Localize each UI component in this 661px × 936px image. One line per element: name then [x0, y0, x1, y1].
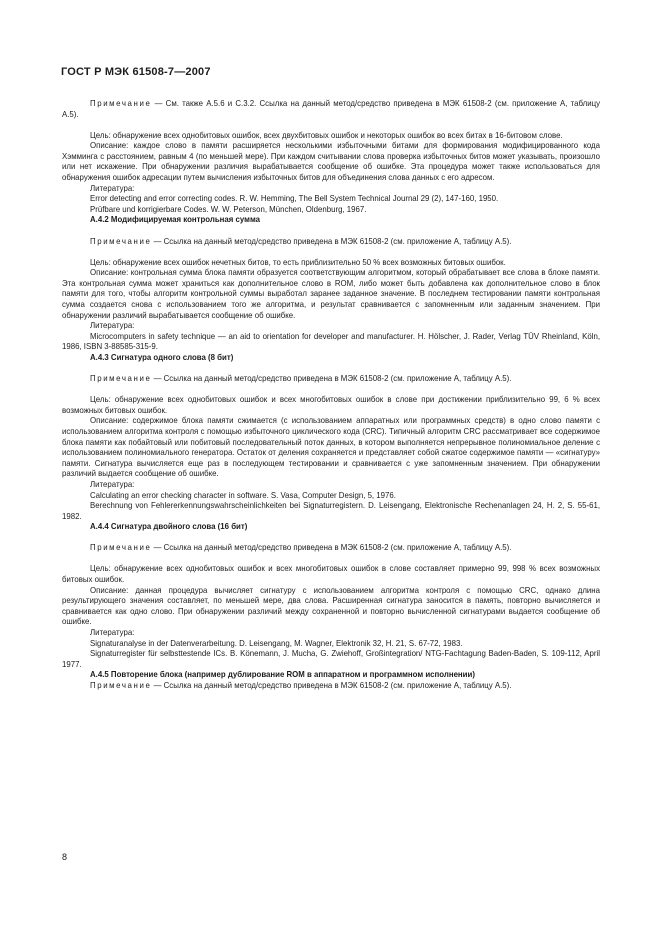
body-paragraph: Цель: обнаружение всех однобитовых ошибок, всех двухбитовых ошибок и некоторых ошибок во всех битах в 16-битовом слове.	[90, 130, 563, 140]
section-heading: А.4.2 Модифицируемая контрольная сумма	[90, 215, 261, 225]
body-paragraph: Berechnung von Fehlererkennungswahrscheinlichkeiten bei Signaturregistern. D. Leisengang, Elektronische Rechenanlagen 24, H. 2, S. 55-61, 1982.	[62, 501, 600, 521]
body-paragraph: Error detecting and error correcting codes. R. W. Hemming, The Bell System Technical Journal 29 (2), 147-160, 1950.	[90, 194, 499, 204]
body-paragraph: Signaturregister für selbsttestende ICs. B. Könemann, J. Mucha, G. Zwiehoff, Großintegration/ NTG-Fachtagung Baden-Baden, S. 109-112, April 1977.	[62, 649, 600, 669]
note-label: Примечание	[90, 236, 152, 246]
note-paragraph	[62, 237, 600, 248]
note-text: — См. также А.5.6 и С.3.2. Ссылка на данный метод/средство приведена в МЭК 61508-2 (см. приложение А, таблицу А.5).	[62, 99, 600, 119]
body-paragraph: Литература:	[90, 183, 135, 193]
note-text: — Ссылка на данный метод/средство приведена в МЭК 61508-2 (см. приложение А, таблицу А.5).	[153, 543, 512, 553]
body-paragraph: Литература:	[90, 628, 135, 638]
note-label: Примечание	[90, 374, 152, 384]
note-paragraph	[62, 99, 600, 120]
note-label: Примечание	[90, 681, 152, 690]
body-paragraph: Prüfbare und korrigierbare Codes. W. W. Peterson, München, Oldenburg, 1967.	[90, 204, 367, 214]
body-paragraph: Литература:	[90, 321, 135, 331]
page-body	[62, 99, 600, 692]
body-paragraph: Цель: обнаружение всех однобитовых ошибок и всех многобитовых ошибок в слове при достижении приблизительно 99, 6 % всех возможных битовых ошибок.	[62, 395, 600, 415]
body-paragraph: Описание: каждое слово в памяти расширяется несколькими избыточными битами для формирования модифицированного кода Хэмминга с расстоянием, равным 4 (по меньшей мере). При каждом считывании слова проверка избыточных битов может указывать, произошло или нет искажение. При обнаружении различия вырабатывается сообщение об ошибке. Эта процедура может также использоваться для обнаружения ошибок адресации путем вычисления избыточных битов для объединения слова данных с его адресом.	[62, 141, 600, 183]
note-paragraph	[62, 374, 600, 385]
section-heading: А.4.4 Сигнатура двойного слова (16 бит)	[90, 522, 248, 532]
body-paragraph: Описание: содержимое блока памяти сжимается (с использованием аппаратных или программных средств) в одно слово памяти с использованием алгоритма контроля с помощью избыточного циклического кода (CRC). Типичный алгоритм CRC рассматривает все содержимое блока памяти как побайтовый или побитовый последовательный поток данных, в котором выполняется непрерывное полиномиальное деление с использованием полиномиального генератора. Остаток от деления сохраняется и представляет собой сжатое содержимое памяти — «сигнатуру» памяти. Сигнатура вычисляется еще раз в последующем тестировании и сравнивается с уже запомненным значением. При обнаружении различий выдается сообщение об ошибке.	[62, 416, 600, 479]
note-label: Примечание	[90, 543, 152, 553]
standard-title: ГОСТ Р МЭК 61508-7—2007	[61, 66, 211, 78]
body-paragraph: Calculating an error checking character in software. S. Vasa, Computer Design, 5, 1976.	[90, 490, 396, 500]
body-paragraph: Microcomputers in safety technique — an aid to orientation for developer and manufacturer. H. Hölscher, J. Rader, Verlag TÜV Rheinland, Köln, 1986, ISBN 3-88585-315-9.	[62, 331, 600, 352]
body-paragraph: Цель: обнаружение всех ошибок нечетных битов, то есть приблизительно 50 % всех возможных битовых ошибок.	[90, 257, 506, 267]
note-text: — Ссылка на данный метод/средство приведена в МЭК 61508-2 (см. приложение А, таблицу А.5).	[153, 236, 512, 246]
note-text: — Ссылка на данный метод/средство приведена в МЭК 61508-2 (см. приложение А, таблицу А.5).	[153, 681, 512, 690]
body-paragraph: Signaturanalyse in der Datenverarbeitung. D. Leisengang, M. Wagner, Elektronik 32, H. 21, S. 67-72, 1983.	[90, 638, 463, 648]
note-paragraph	[62, 543, 600, 554]
body-paragraph: Описание: данная процедура вычисляет сигнатуру с использованием алгоритма контроля с помощью CRC, однако длина результирующего значения составляет, по меньшей мере, два слова. Расширенная сигнатура заносится в память, повторно вычисляется и сравнивается как одно слово. При обнаружении различий между сохраненной и повторно вычисленной сигнатурами выдается сообщение об ошибке.	[62, 585, 600, 627]
note-label: Примечание	[90, 99, 152, 108]
body-paragraph: Литература:	[90, 479, 135, 489]
note-text: — Ссылка на данный метод/средство приведена в МЭК 61508-2 (см. приложение А, таблицу А.5).	[153, 374, 512, 384]
page-number: 8	[62, 852, 68, 862]
section-heading: А.4.5 Повторение блока (например дублирование ROM в аппаратном и программном исполнении)	[90, 670, 475, 680]
body-paragraph: Описание: контрольная сумма блока памяти образуется соответствующим алгоритмом, который обрабатывает все слова в блоке памяти. Эта контрольная сумма может храниться как дополнительное слово в ROM, либо может быть добавлена как дополнительное слово в блок памяти для того, чтобы алгоритм контрольной суммы выработал заранее заданное значение. В последнем тестировании памяти контрольная сумма создается снова с использованием того же алгоритма, и результат сравнивается с запомненным или заданным значением. При обнаружении различий вырабатывается сообщение об ошибке.	[62, 268, 600, 320]
section-heading: А.4.3 Сигнатура одного слова (8 бит)	[90, 352, 234, 362]
note-paragraph	[62, 681, 600, 692]
body-paragraph: Цель: обнаружение всех однобитовых ошибок и всех многобитовых ошибок в слове составляет примерно 99, 998 % всех возможных битовых ошибок.	[62, 564, 600, 585]
